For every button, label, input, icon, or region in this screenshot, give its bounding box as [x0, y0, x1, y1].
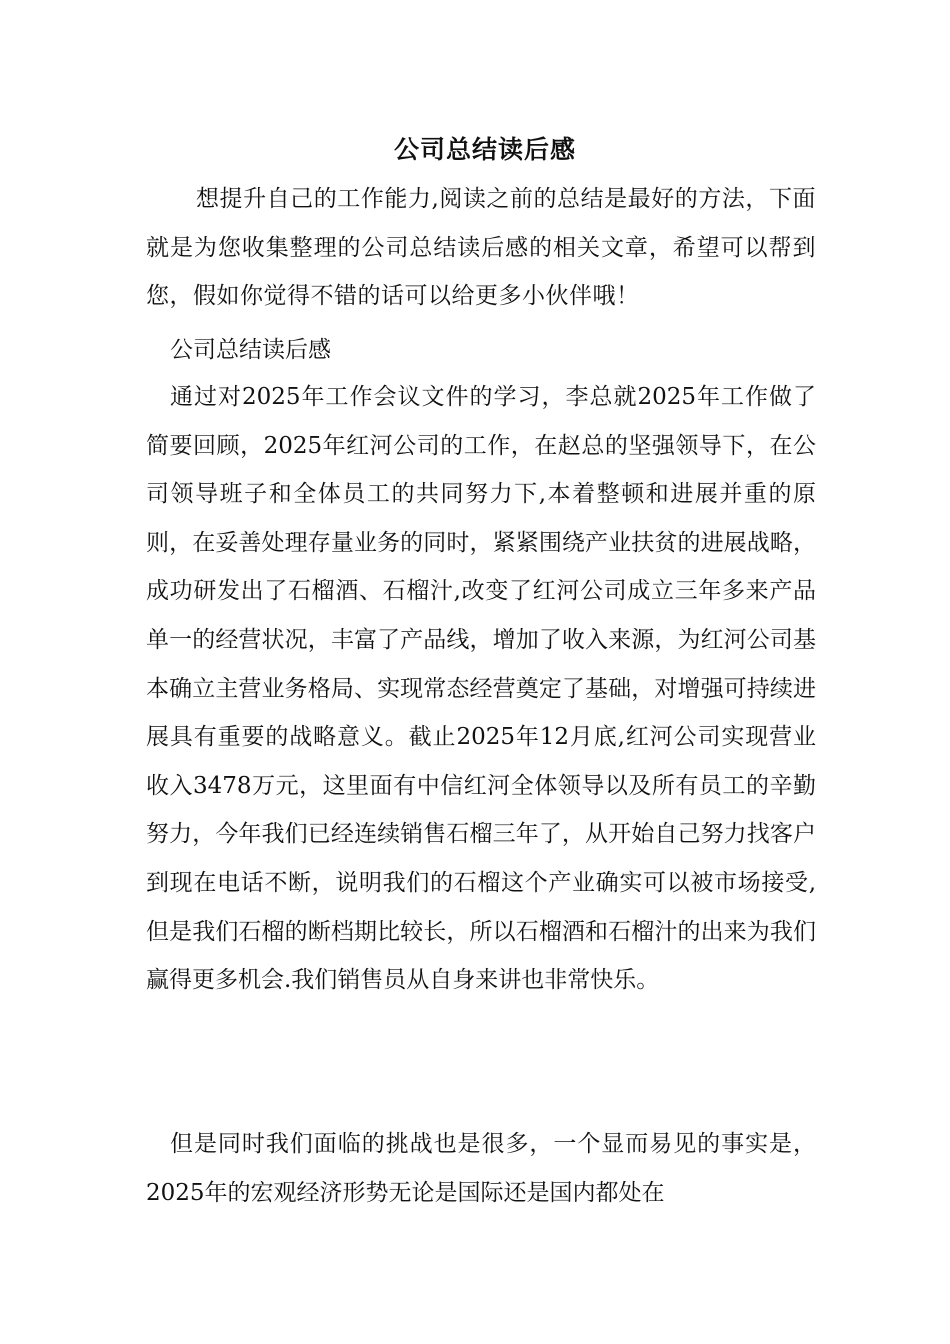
- body-paragraph: 但是同时我们面临的挑战也是很多，一个显而易见的事实是，2025年的宏观经济形势无论是国际还是国内都处在: [146, 1131, 816, 1206]
- intro-paragraph: 想提升自己的工作能力,阅读之前的总结是最好的方法，下面就是为您收集整理的公司总结读后感的相关文章，希望可以帮到您，假如你觉得不错的话可以给更多小伙伴哦！: [146, 186, 816, 310]
- document-title: 公司总结读后感: [393, 135, 576, 164]
- body-paragraph: 通过对2025年工作会议文件的学习，李总就2025年工作做了简要回顾，2025年红河公司的工作，在赵总的坚强领导下，在公司领导班子和全体员工的共同努力下,本着整顿和进展并重的原则，在妥善处理存量业务的同时，紧紧围绕产业扶贫的进展战略，成功研发出了石榴酒、石榴汁,改变了红河公司成立三年多来产品单一的经营状况，丰富了产品线，增加了收入来源，为红河公司基本确立主营业务格局、实现常态经营奠定了基础，对增强可持续进展具有重要的战略意义。截止2025年12月底,红河公司实现营业收入3478万元，这里面有中信红河全体领导以及所有员工的辛勤努力，今年我们已经连续销售石榴三年了，从开始自己努力找客户到现在电话不断，说明我们的石榴这个产业确实可以被市场接受,但是我们石榴的断档期比较长，所以石榴酒和石榴汁的出来为我们赢得更多机会.我们销售员从自身来讲也非常快乐。: [146, 384, 816, 994]
- section-subheading: 公司总结读后感: [170, 337, 331, 363]
